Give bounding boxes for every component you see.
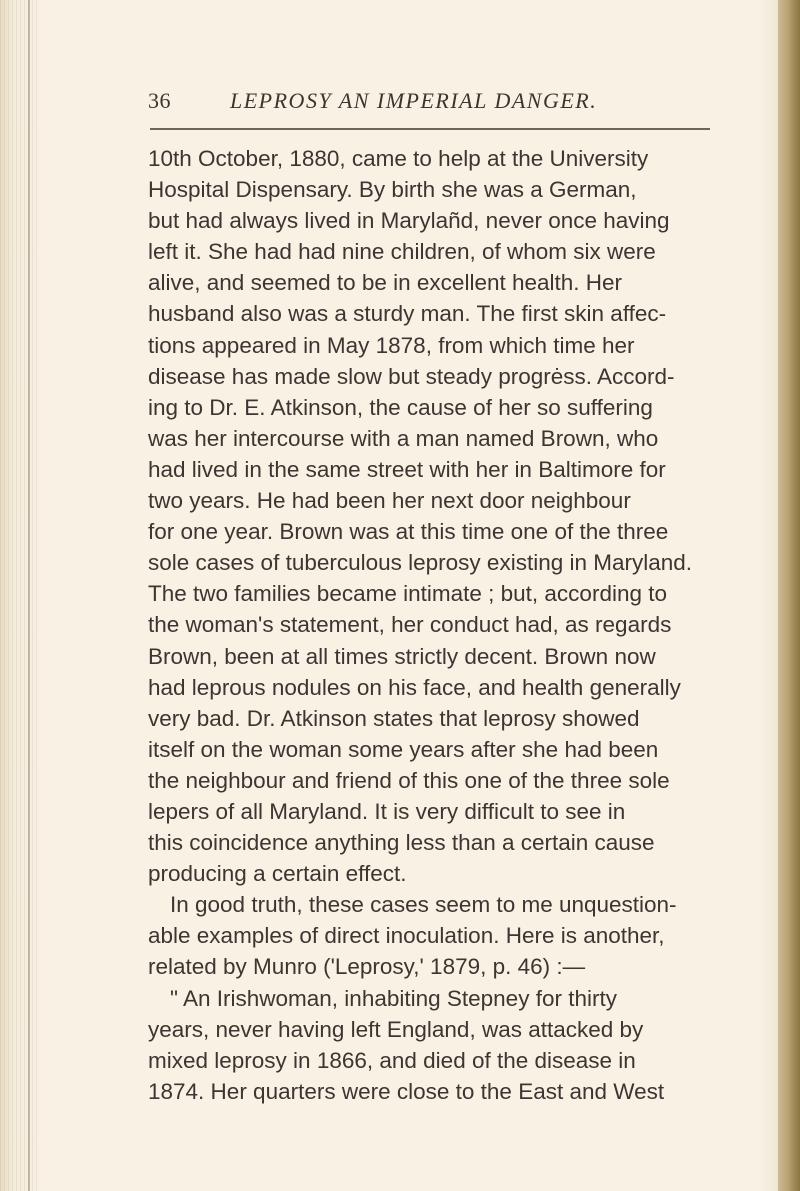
text-line: for one year. Brown was at this time one of the three [148,519,669,545]
text-line: years, never having left England, was attacked by [148,1016,644,1042]
body-text [148,143,738,1107]
text-line: related by Munro ('Leprosy,' 1879, p. 46) :— [148,954,586,980]
page-header [148,88,668,118]
header-rule [150,128,710,130]
text-line: the neighbour and friend of this one of the three sole [148,767,670,793]
text-line: Brown, been at all times strictly decent. Brown now [148,643,656,669]
running-head: LEPROSY AN IMPERIAL DANGER. [230,88,598,113]
page-right-edge [778,0,800,1191]
text-line: ing to Dr. E. Atkinson, the cause of her so suffering [148,394,653,420]
text-line: " An Irishwoman, inhabiting Stepney for thirty [170,985,617,1011]
binding-edge [0,0,38,1191]
text-line: disease has made slow but steady progrėss. Accord- [148,363,675,389]
text-line: sole cases of tuberculous leprosy existing in Maryland. [148,550,693,576]
text-line: was her intercourse with a man named Brown, who [148,425,659,451]
binding-line [28,0,30,1191]
text-line: 1874. Her quarters were close to the East and West [148,1078,665,1104]
text-line: In good truth, these cases seem to me unquestion- [170,892,677,918]
text-line: mixed leprosy in 1866, and died of the disease in [148,1047,636,1073]
text-line: able examples of direct inoculation. Here is another, [148,923,665,949]
text-line: husband also was a sturdy man. The first skin affec- [148,301,667,327]
text-line: had lived in the same street with her in Baltimore for [148,456,666,482]
text-line: The two families became intimate ; but, according to [148,581,667,607]
text-line: producing a certain effect. [148,861,407,887]
text-line: Hospital Dispensary. By birth she was a German, [148,177,637,203]
text-line: two years. He had been her next door neighbour [148,488,631,514]
text-line: lepers of all Maryland. It is very difficult to see in [148,798,626,824]
text-line: the woman's statement, her conduct had, as regards [148,612,672,638]
page-number: 36 [148,88,171,113]
text-line: 10th October, 1880, came to help at the University [148,146,649,171]
text-line: this coincidence anything less than a certain cause [148,830,655,856]
text-line: had leprous nodules on his face, and health generally [148,674,681,700]
text-line: but had always lived in Marylañd, never once having [148,208,670,234]
text-line: alive, and seemed to be in excellent health. Her [148,270,623,296]
text-line: very bad. Dr. Atkinson states that leprosy showed [148,705,640,731]
text-line: left it. She had had nine children, of whom six were [148,239,656,265]
text-line: itself on the woman some years after she had been [148,736,659,762]
text-line: tions appeared in May 1878, from which time her [148,332,635,358]
